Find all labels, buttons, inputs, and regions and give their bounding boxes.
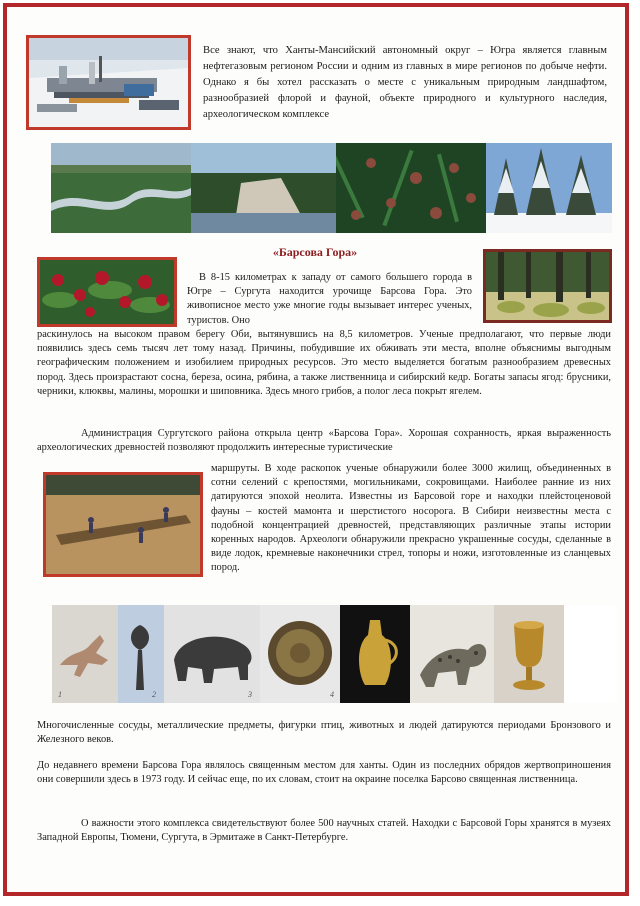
winter-forest-photo [486, 143, 612, 233]
nature-photo-strip [51, 143, 612, 233]
forest-moss-photo [483, 249, 612, 323]
paragraph-3: Многочисленные сосуды, металлические предметы, фигурки птиц, животных и людей датируются периодами Бронзового и Железного веков. [37, 720, 611, 746]
oil-field-photo [26, 35, 191, 130]
paragraph-2b: маршруты. В ходе раскопок ученые обнаружили более 3000 жилищ, объединенных в сотни селений с крепостями, могильниками, сокровищами. Наиболее ранние из них датируются эпохой неолита. Известны из Барсовой горе и находки плейстоценовой фауны – костей мамонта и шерстистого носорога. В Сибири неизвестны места с подобной концентрацией древностей, представляющих различные этапы истории коренных народов. Археологи обнаружили прекрасно украшенные сосуды, сделанные в виде лодок, кремневые наконечники стрел, топоры и ножи, изготовленные из сланцевых пород. [211, 463, 611, 574]
paragraph-1b: раскинулось на высоком правом берегу Оби, вытянувшись на 8,5 километров. Ученые предполагают, что первые люди появились здесь семь тысяч лет тому назад. Причины, побудившие их обживать эти места, вполне объяснимы выгодным географическим положением и изобилием природных ресурсов. Это место выделяется богатым разнообразием древесных пород. Здесь произрастают сосна, береза, осина, рябина, а также лиственница и сибирский кедр. Богаты запасы ягод: брусники, черники, клюквы, малины, морошки и шиповника. Здесь много грибов, а полог леса покрыт ягелем. [37, 329, 611, 397]
berries-photo [37, 257, 177, 327]
tree-amulet-photo [118, 605, 164, 703]
excavation-photo [43, 472, 203, 577]
leopard-figurine-photo [410, 605, 494, 703]
intro-text: Все знают, что Ханты-Мансийский автономный округ – Югра является главным нефтегазовым регионом России и одним из главных в мире регионов по добыче нефти. Однако я бы хотел рассказать о месте с уникальным природным ландшафтом, разнообразией флорой и фауной, объекте природного и культурного наследия, археологическом комплексе [203, 45, 607, 120]
section-title: «Барсова Гора» [272, 245, 358, 259]
paragraph-5: О важности этого комплекса свидетельствуют более 500 научных статей. Находки с Барсовой Горы хранятся в музеях Западной Европы, Тюмени, Сургута, в Эрмитаже в Санкт-Петербурге. [37, 818, 611, 844]
bird-figurine-photo [52, 605, 118, 703]
paragraph-2a: Администрация Сургутского района открыла центр «Барсова Гора». Хорошая сохранность, яркая выраженность археологических древностей позволяют продолжить интересные туристические [37, 428, 611, 454]
artifact-label: 3 [248, 690, 252, 699]
cliff-photo [191, 143, 336, 233]
paragraph-1a: В 8-15 километрах к западу от самого большего города в Югре – Сургута находится урочище Барсова Гора. Это живописное место уже многие годы вызывает интерес ученых, туристов. Оно [187, 272, 472, 326]
artifact-label: 2 [152, 690, 156, 699]
artifact-label: 1 [58, 690, 62, 699]
gold-jug-photo [340, 605, 410, 703]
river-aerial-photo [51, 143, 191, 233]
gold-goblet-photo [494, 605, 564, 703]
page-frame [3, 3, 629, 896]
paragraph-4: До недавнего времени Барсова Гора являлось священным местом для ханты. Один из последних обрядов жертвоприношения они совершили здесь в 1973 году. И сейчас еще, по их словам, стоит на окраине поселка Барсово священная лиственница. [37, 760, 611, 786]
bronze-plate-photo [260, 605, 340, 703]
cedar-cones-photo [336, 143, 486, 233]
artifacts-photo-strip [52, 605, 617, 703]
bear-figurine-photo [164, 605, 260, 703]
artifact-label: 4 [330, 690, 334, 699]
